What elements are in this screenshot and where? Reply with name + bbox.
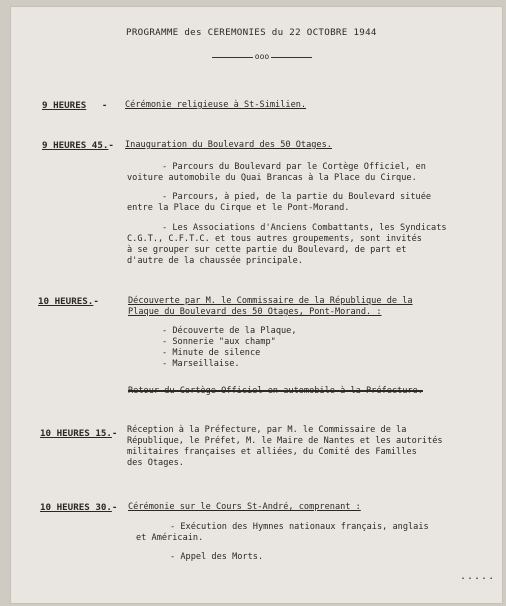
section-3-line: - Découverte de la Plaque, [162,326,297,336]
section-5-line: - Appel des Morts. [170,552,264,562]
section-4-line: République, le Préfet, M. le Maire de Nantes et les autorités [127,436,443,446]
section-2-line: voiture automobile du Quai Brancas à la Place du Cirque. [127,173,417,183]
section-2-time: 9 HEURES 45.- [42,140,114,151]
section-5-line: et Américain. [136,533,204,543]
section-2-line: d'autre de la chaussée principale. [127,256,303,266]
footer-marks: ..... [460,571,496,582]
section-3-struck-line: Retour du Cortège Officiel en automobile à la Préfecture. [128,386,423,396]
section-2-line: à se grouper sur cette partie du Boulevard, de part et [127,245,407,255]
section-3-heading: Découverte par M. le Commissaire de la République de la [128,296,413,306]
section-3-heading: Plaque du Boulevard des 50 Otages, Pont-Morand. : [128,307,382,317]
section-2-line: entre la Place du Cirque et le Pont-Morand. [127,203,350,213]
section-2-line: C.G.T., C.F.T.C. et tous autres groupements, sont invités [127,234,422,244]
page-title: PROGRAMME des CEREMONIES du 22 OCTOBRE 1944 [126,27,377,38]
section-1-heading: Cérémonie religieuse à St-Similien. [125,100,307,110]
section-3-line: - Minute de silence [162,348,261,358]
title-ornament: ooo [212,52,312,62]
section-2-heading: Inauguration du Boulevard des 50 Otages. [125,140,332,150]
section-4-line: des Otages. [127,458,184,468]
section-2-line: - Les Associations d'Anciens Combattants, les Syndicats [162,223,447,233]
section-5-line: - Exécution des Hymnes nationaux français, anglais [170,522,429,532]
section-4-line: Réception à la Préfecture, par M. le Commissaire de la [127,425,407,435]
section-3-time: 10 HEURES.- [38,296,99,307]
section-5-heading: Cérémonie sur le Cours St-André, comprenant : [128,502,361,512]
section-2-line: - Parcours, à pied, de la partie du Boulevard située [162,192,432,202]
section-4-line: militaires françaises et alliées, du Comité des Familles [127,447,417,457]
section-1-time: 9 HEURES - [42,100,108,111]
section-3-line: - Sonnerie "aux champ" [162,337,276,347]
section-4-time: 10 HEURES 15.- [40,428,118,439]
section-2-line: - Parcours du Boulevard par le Cortège Officiel, en [162,162,426,172]
section-5-time: 10 HEURES 30.- [40,502,118,513]
section-3-line: - Marseillaise. [162,359,240,369]
